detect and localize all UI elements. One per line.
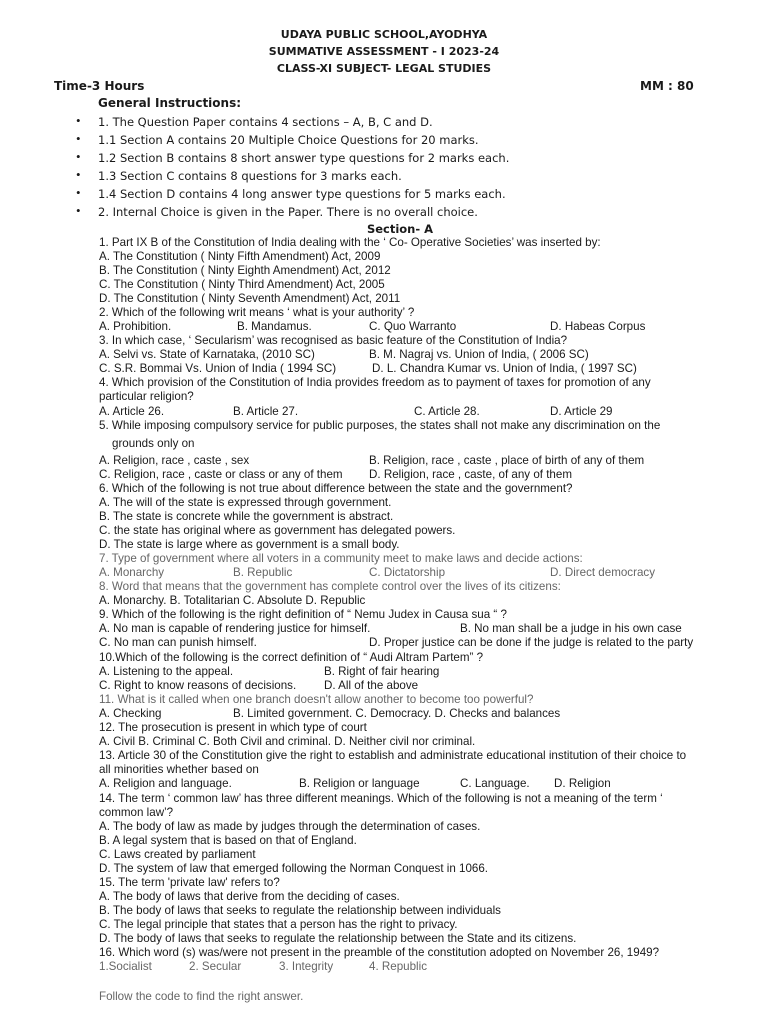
option-c: C. Dictatorship bbox=[369, 566, 446, 579]
option-b: B. Religion or language bbox=[299, 777, 420, 790]
time-allowed: Time-3 Hours bbox=[54, 79, 145, 93]
option-a: A. The body of laws that derive from the deciding of cases. bbox=[99, 890, 400, 903]
options-bcd: B. Limited government. C. Democracy. D. Checks and balances bbox=[233, 707, 561, 720]
question-text: 6. Which of the following is not true about difference between the state and the government? bbox=[99, 482, 573, 495]
option-3: 3. Integrity bbox=[279, 960, 334, 973]
bullet-icon: • bbox=[76, 167, 81, 182]
option-b: B. Article 27. bbox=[233, 405, 299, 418]
maximum-marks: MM : 80 bbox=[640, 79, 694, 93]
options-line: A. Monarchy. B. Totalitarian C. Absolute D. Republic bbox=[99, 594, 366, 607]
option-a: A. No man is capable of rendering justice for himself. bbox=[99, 622, 371, 635]
bullet-icon: • bbox=[76, 113, 81, 128]
option-d: D. The state is large where as government is a small body. bbox=[99, 538, 400, 551]
question-text: 8. Word that means that the government has complete control over the lives of its citizens: bbox=[99, 580, 561, 593]
instruction-item: 2. Internal Choice is given in the Paper. There is no overall choice. bbox=[98, 205, 478, 219]
bullet-icon: • bbox=[76, 203, 81, 218]
instruction-item: 1.4 Section D contains 4 long answer type questions for 5 marks each. bbox=[98, 187, 506, 201]
option-b: B. The Constitution ( Ninty Eighth Amendment) Act, 2012 bbox=[99, 264, 391, 277]
option-b: B. Republic bbox=[233, 566, 293, 579]
class-subject: CLASS-XI SUBJECT- LEGAL STUDIES bbox=[276, 62, 492, 75]
question-text: 4. Which provision of the Constitution of India provides freedom as to payment of taxes for promotion of any bbox=[99, 376, 651, 389]
option-b: B. A legal system that is based on that of England. bbox=[99, 834, 357, 847]
option-d: D. The Constitution ( Ninty Seventh Amendment) Act, 2011 bbox=[99, 292, 401, 305]
option-d: D. The system of law that emerged following the Norman Conquest in 1066. bbox=[99, 862, 489, 875]
option-a: A. Prohibition. bbox=[99, 320, 172, 333]
question-text: 1. Part IX B of the Constitution of India dealing with the ‘ Co- Operative Societies’ was inserted by: bbox=[99, 236, 601, 249]
option-c: C. Right to know reasons of decisions. bbox=[99, 679, 297, 692]
option-2: 2. Secular bbox=[189, 960, 242, 973]
option-a: A. Religion and language. bbox=[99, 777, 232, 790]
bullet-icon: • bbox=[76, 131, 81, 146]
option-d: D. Religion bbox=[554, 777, 611, 790]
option-c: C. Religion, race , caste or class or any of them bbox=[99, 468, 343, 481]
option-b: B. The body of laws that seeks to regulate the relationship between individuals bbox=[99, 904, 501, 917]
question-text: 10.Which of the following is the correct definition of “ Audi Altram Partem” ? bbox=[99, 651, 484, 664]
option-c: C. No man can punish himself. bbox=[99, 636, 257, 649]
follow-code-note: Follow the code to find the right answer. bbox=[99, 990, 304, 1003]
option-c: C. Laws created by parliament bbox=[99, 848, 256, 861]
option-c: C. The Constitution ( Ninty Third Amendment) Act, 2005 bbox=[99, 278, 385, 291]
option-d: D. Proper justice can be done if the judge is related to the party bbox=[369, 636, 694, 649]
option-b: B. The state is concrete while the government is abstract. bbox=[99, 510, 394, 523]
question-text-cont: all minorities whether based on bbox=[99, 763, 259, 776]
option-b: B. Religion, race , caste , place of birth of any of them bbox=[369, 454, 645, 467]
option-d: D. The body of laws that seeks to regulate the relationship between the State and its citizens. bbox=[99, 932, 577, 945]
question-text: 12. The prosecution is present in which type of court bbox=[99, 721, 367, 734]
option-b: B. Right of fair hearing bbox=[324, 665, 440, 678]
option-b: B. M. Nagraj vs. Union of India, ( 2006 SC) bbox=[369, 348, 589, 361]
instruction-item: 1.3 Section C contains 8 questions for 3 marks each. bbox=[98, 169, 402, 183]
option-a: A. The will of the state is expressed through government. bbox=[99, 496, 392, 509]
option-d: D. L. Chandra Kumar vs. Union of India, ( 1997 SC) bbox=[372, 362, 637, 375]
question-text: 5. While imposing compulsory service for public purposes, the states shall not make any discrimination on the bbox=[99, 419, 661, 432]
option-4: 4. Republic bbox=[369, 960, 428, 973]
option-a: A. Selvi vs. State of Karnataka, (2010 SC) bbox=[99, 348, 315, 361]
instruction-item: 1.1 Section A contains 20 Multiple Choice Questions for 20 marks. bbox=[98, 133, 479, 147]
question-text: 16. Which word (s) was/were not present in the preamble of the constitution adopted on November 26, 1949? bbox=[99, 946, 660, 959]
instruction-item: 1.2 Section B contains 8 short answer type questions for 2 marks each. bbox=[98, 151, 510, 165]
option-d: D. Article 29 bbox=[550, 405, 613, 418]
question-text-cont: grounds only on bbox=[112, 437, 195, 450]
option-a: A. Religion, race , caste , sex bbox=[99, 454, 250, 467]
instructions-title: General Instructions: bbox=[98, 96, 242, 110]
option-a: A. Monarchy bbox=[99, 566, 165, 579]
option-a: A. Checking bbox=[99, 707, 162, 720]
option-c: C. the state has original where as government has delegated powers. bbox=[99, 524, 456, 537]
option-c: C. Article 28. bbox=[414, 405, 480, 418]
question-text-cont: common law’? bbox=[99, 806, 174, 819]
option-d: D. Religion, race , caste, of any of them bbox=[369, 468, 572, 481]
options-line: A. Civil B. Criminal C. Both Civil and criminal. D. Neither civil nor criminal. bbox=[99, 735, 476, 748]
option-b: B. No man shall be a judge in his own case bbox=[460, 622, 682, 635]
option-a: A. The Constitution ( Ninty Fifth Amendment) Act, 2009 bbox=[99, 250, 381, 263]
question-text: 13. Article 30 of the Constitution give the right to establish and administrate educational institution of their choice to bbox=[99, 749, 687, 762]
bullet-icon: • bbox=[76, 185, 81, 200]
bullet-icon: • bbox=[76, 149, 81, 164]
exam-title: SUMMATIVE ASSESSMENT - I 2023-24 bbox=[268, 45, 500, 58]
question-text: 14. The term ‘ common law’ has three different meanings. Which of the following is not a meaning of the term ‘ bbox=[99, 792, 663, 805]
option-d: D. Direct democracy bbox=[550, 566, 656, 579]
section-a-title: Section- A bbox=[366, 222, 434, 236]
option-d: D. All of the above bbox=[324, 679, 419, 692]
option-b: B. Mandamus. bbox=[237, 320, 312, 333]
school-name: UDAYA PUBLIC SCHOOL,AYODHYA bbox=[280, 28, 488, 41]
question-text: 11. What is it called when one branch doesn't allow another to become too powerful? bbox=[99, 693, 534, 706]
question-text: 2. Which of the following writ means ‘ what is your authority’ ? bbox=[99, 306, 415, 319]
question-text-cont: particular religion? bbox=[99, 390, 194, 403]
option-a: A. The body of law as made by judges through the determination of cases. bbox=[99, 820, 481, 833]
question-text: 9. Which of the following is the right definition of “ Nemu Judex in Causa sua “ ? bbox=[99, 608, 507, 621]
option-c: C. The legal principle that states that a person has the right to privacy. bbox=[99, 918, 458, 931]
option-c: C. S.R. Bommai Vs. Union of India ( 1994 SC) bbox=[99, 362, 337, 375]
option-1: 1.Socialist bbox=[99, 960, 152, 973]
option-c: C. Language. bbox=[460, 777, 530, 790]
instruction-item: 1. The Question Paper contains 4 sections – A, B, C and D. bbox=[98, 115, 433, 129]
question-text: 15. The term 'private law' refers to? bbox=[99, 876, 280, 889]
option-a: A. Listening to the appeal. bbox=[99, 665, 234, 678]
option-a: A. Article 26. bbox=[99, 405, 165, 418]
question-text: 7. Type of government where all voters in a community meet to make laws and decide actions: bbox=[99, 552, 583, 565]
option-d: D. Habeas Corpus bbox=[550, 320, 646, 333]
option-c: C. Quo Warranto bbox=[369, 320, 457, 333]
question-text: 3. In which case, ‘ Secularism’ was recognised as basic feature of the Constitution of India? bbox=[99, 334, 568, 347]
